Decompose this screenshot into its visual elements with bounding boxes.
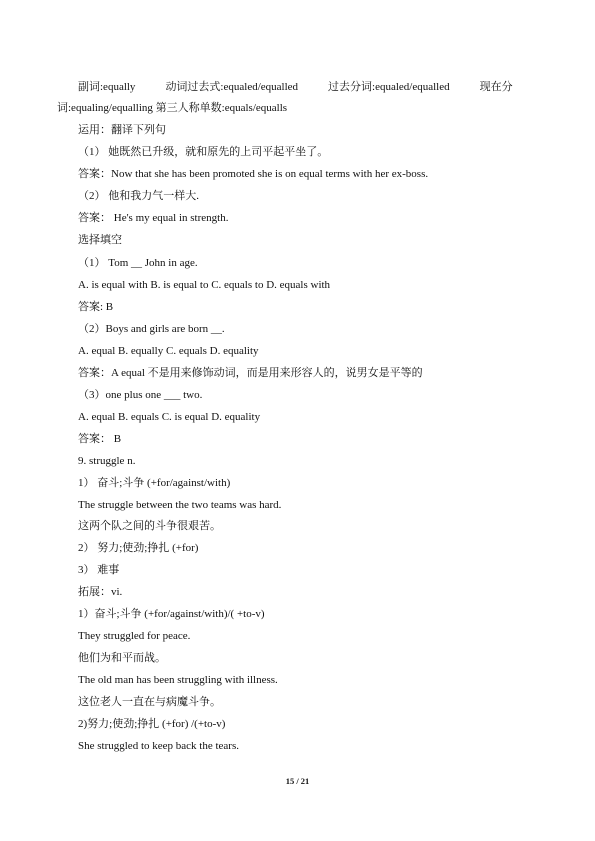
- text-line: 他们为和平而战。: [78, 652, 166, 664]
- text-line: 1）奋斗;斗争 (+for/against/with)/( +to-v): [78, 608, 265, 620]
- text-line: A. equal B. equals C. is equal D. equality: [78, 411, 261, 423]
- text-line: 3） 难事: [78, 564, 120, 576]
- adverb-form: 副词:equally: [78, 81, 136, 93]
- text-line: 1） 奋斗;斗争 (+for/against/with): [78, 477, 231, 489]
- text-line: The struggle between the two teams was hard.: [78, 499, 282, 511]
- text-line: （1） 她既然已升级，就和原先的上司平起平坐了。: [78, 146, 329, 158]
- text-line: 答案：A equal 不是用来修饰动词，而是用来形容人的，说男女是平等的: [78, 367, 423, 379]
- past-tense-form: 动词过去式:equaled/equalled: [165, 81, 299, 93]
- text-line: （2） 他和我力气一样大.: [78, 190, 199, 202]
- section-heading: 9. struggle n.: [78, 455, 136, 467]
- text-line: （1） Tom __ John in age.: [78, 257, 198, 269]
- text-line: They struggled for peace.: [78, 630, 191, 642]
- text-line: 这位老人一直在与病魔斗争。: [78, 696, 221, 708]
- text-line: 答案: B: [78, 301, 114, 313]
- text-line: A. equal B. equally C. equals D. equality: [78, 345, 259, 357]
- text-line: 选择填空: [78, 234, 122, 246]
- text-line: 2)努力;使劲;挣扎 (+for) /(+to-v): [78, 718, 226, 730]
- past-participle-form: 过去分词:equaled/equalled: [328, 81, 450, 93]
- header-line-2: 词:equaling/equalling 第三人称单数:equals/equalls: [57, 102, 288, 114]
- header-line: [78, 80, 544, 94]
- text-line: A. is equal with B. is equal to C. equals to D. equals with: [78, 279, 331, 291]
- text-line: 答案： B: [78, 433, 122, 445]
- text-line: 答案： He's my equal in strength.: [78, 212, 229, 224]
- text-line: （3）one plus one ___ two.: [78, 389, 203, 401]
- text-line: She struggled to keep back the tears.: [78, 740, 239, 752]
- present-participle-label: 现在分: [479, 81, 513, 93]
- text-line: 拓展：vi.: [78, 586, 123, 598]
- text-line: 这两个队之间的斗争很艰苦。: [78, 520, 221, 532]
- text-line: The old man has been struggling with illness.: [78, 674, 278, 686]
- text-line: （2）Boys and girls are born __.: [78, 323, 225, 335]
- text-line: 答案：Now that she has been promoted she is on equal terms with her ex-boss.: [78, 168, 429, 180]
- text-line: 运用：翻译下列句: [78, 124, 166, 136]
- page-number: 15 / 21: [285, 776, 310, 786]
- text-line: 2） 努力;使劲;挣扎 (+for): [78, 542, 199, 554]
